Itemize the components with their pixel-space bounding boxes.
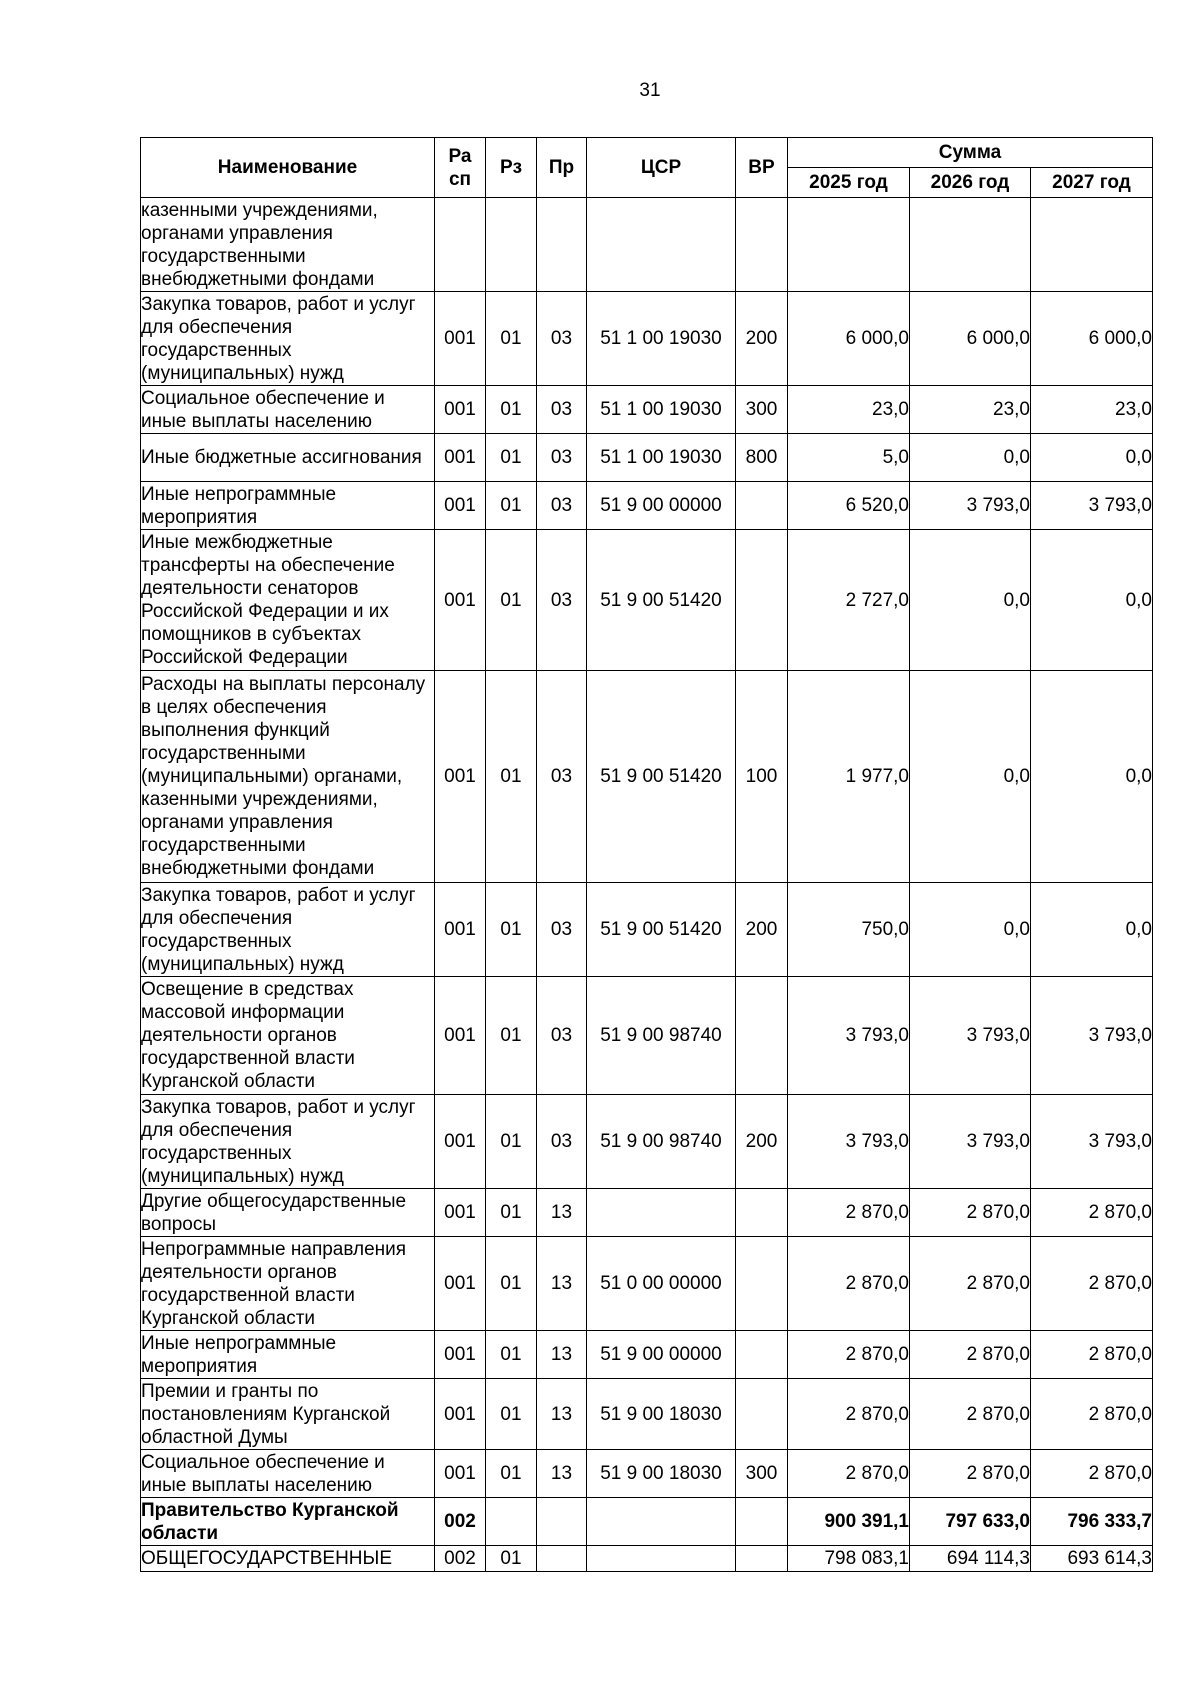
cell-2026: 0,0 [910,883,1031,977]
header-pr: Пр [537,138,587,198]
cell-name: Социальное обеспечение и иные выплаты населению [141,1450,435,1498]
cell-csr: 51 9 00 98740 [587,1095,736,1189]
cell-2027: 2 870,0 [1031,1450,1153,1498]
cell-pr: 13 [537,1450,587,1498]
cell-2027: 0,0 [1031,434,1153,482]
cell-vr [736,977,788,1095]
cell-rz: 01 [486,292,537,386]
cell-2026: 3 793,0 [910,977,1031,1095]
cell-vr: 300 [736,1450,788,1498]
cell-vr [736,1379,788,1450]
header-rasp: Ра сп [435,138,486,198]
cell-vr: 200 [736,883,788,977]
cell-name: Иные непрограммные мероприятия [141,1331,435,1379]
cell-csr: 51 9 00 98740 [587,977,736,1095]
cell-2026: 694 114,3 [910,1546,1031,1572]
cell-pr: 03 [537,386,587,434]
cell-2025: 2 870,0 [788,1331,910,1379]
cell-2027: 2 870,0 [1031,1237,1153,1331]
cell-2027: 3 793,0 [1031,482,1153,530]
cell-rz: 01 [486,1237,537,1331]
cell-2025: 750,0 [788,883,910,977]
cell-2026: 797 633,0 [910,1498,1031,1546]
header-year-2026: 2026 год [910,168,1031,198]
cell-rz: 01 [486,386,537,434]
table-row [141,1237,1153,1331]
cell-rz [486,198,537,292]
cell-csr [587,1189,736,1237]
cell-name: Иные бюджетные ассигнования [141,434,435,482]
cell-csr: 51 1 00 19030 [587,292,736,386]
cell-rasp: 001 [435,1189,486,1237]
cell-name: Непрограммные направления деятельности органов государственной власти Курганской области [141,1237,435,1331]
cell-rz: 01 [486,1095,537,1189]
cell-name: казенными учреждениями, органами управления государственными внебюджетными фондами [141,198,435,292]
table-row [141,883,1153,977]
cell-pr: 03 [537,292,587,386]
cell-name: ОБЩЕГОСУДАРСТВЕННЫЕ [141,1546,435,1572]
cell-2026: 0,0 [910,671,1031,883]
table-row [141,977,1153,1095]
cell-csr: 51 9 00 18030 [587,1450,736,1498]
cell-rz: 01 [486,530,537,671]
cell-rasp: 002 [435,1498,486,1546]
cell-2027: 23,0 [1031,386,1153,434]
cell-2027: 2 870,0 [1031,1379,1153,1450]
table-row [141,1189,1153,1237]
cell-pr: 13 [537,1189,587,1237]
cell-pr: 03 [537,482,587,530]
cell-2025: 2 727,0 [788,530,910,671]
cell-2025: 1 977,0 [788,671,910,883]
cell-rz: 01 [486,671,537,883]
cell-2025: 5,0 [788,434,910,482]
page-number: 31 [639,80,661,101]
cell-pr: 03 [537,530,587,671]
cell-2025: 23,0 [788,386,910,434]
cell-2025 [788,198,910,292]
cell-2027: 6 000,0 [1031,292,1153,386]
cell-vr [736,1189,788,1237]
cell-rasp: 001 [435,482,486,530]
cell-2027: 796 333,7 [1031,1498,1153,1546]
cell-vr [736,530,788,671]
cell-name: Иные непрограммные мероприятия [141,482,435,530]
cell-pr: 03 [537,1095,587,1189]
cell-rasp: 001 [435,292,486,386]
cell-rz: 01 [486,977,537,1095]
cell-name: Другие общегосударственные вопросы [141,1189,435,1237]
header-year-2025: 2025 год [788,168,910,198]
cell-rasp: 001 [435,386,486,434]
cell-2025: 3 793,0 [788,977,910,1095]
cell-name: Правительство Курганской области [141,1498,435,1546]
cell-2026: 6 000,0 [910,292,1031,386]
table-row [141,1450,1153,1498]
cell-vr [736,1546,788,1572]
table-row [141,386,1153,434]
cell-2026: 2 870,0 [910,1450,1031,1498]
table-row [141,1546,1153,1572]
table-row [141,292,1153,386]
cell-2027 [1031,198,1153,292]
cell-2026 [910,198,1031,292]
cell-pr: 03 [537,671,587,883]
cell-name: Расходы на выплаты персоналу в целях обеспечения выполнения функций государственными (муниципальными) органами, казенными учреждениями, органами управления государственными внебюджетными фондами [141,671,435,883]
cell-rasp: 001 [435,1095,486,1189]
cell-rasp [435,198,486,292]
cell-vr [736,198,788,292]
table-row [141,482,1153,530]
cell-pr: 03 [537,434,587,482]
cell-rz: 01 [486,883,537,977]
cell-rz: 01 [486,434,537,482]
cell-2025: 6 000,0 [788,292,910,386]
cell-2027: 0,0 [1031,671,1153,883]
cell-pr: 03 [537,977,587,1095]
cell-rz: 01 [486,482,537,530]
cell-2025: 798 083,1 [788,1546,910,1572]
header-sum: Сумма [788,138,1153,168]
cell-csr [587,1498,736,1546]
cell-vr: 800 [736,434,788,482]
table-row [141,1379,1153,1450]
cell-csr: 51 9 00 18030 [587,1379,736,1450]
cell-name: Освещение в средствах массовой информации деятельности органов государственной власти Курганской области [141,977,435,1095]
cell-rasp: 001 [435,530,486,671]
cell-2026: 2 870,0 [910,1331,1031,1379]
cell-rasp: 001 [435,1450,486,1498]
cell-csr [587,198,736,292]
table-row [141,1331,1153,1379]
cell-2025: 2 870,0 [788,1189,910,1237]
cell-pr: 13 [537,1237,587,1331]
cell-csr: 51 1 00 19030 [587,434,736,482]
cell-2026: 2 870,0 [910,1379,1031,1450]
cell-rasp: 001 [435,671,486,883]
cell-vr [736,1331,788,1379]
cell-vr: 300 [736,386,788,434]
cell-rz: 01 [486,1189,537,1237]
table-row [141,671,1153,883]
cell-name: Премии и гранты по постановлениям Курганской областной Думы [141,1379,435,1450]
cell-name: Иные межбюджетные трансферты на обеспечение деятельности сенаторов Российской Федерации и их помощников в субъектах Российской Федерации [141,530,435,671]
cell-2027: 2 870,0 [1031,1331,1153,1379]
cell-rz: 01 [486,1450,537,1498]
table-row [141,1498,1153,1546]
cell-vr [736,1498,788,1546]
header-year-2027: 2027 год [1031,168,1153,198]
cell-2026: 23,0 [910,386,1031,434]
cell-rasp: 001 [435,1379,486,1450]
cell-name: Закупка товаров, работ и услуг для обеспечения государственных (муниципальных) нужд [141,1095,435,1189]
cell-rz: 01 [486,1546,537,1572]
cell-2025: 6 520,0 [788,482,910,530]
header-name: Наименование [141,138,435,198]
cell-name: Закупка товаров, работ и услуг для обеспечения государственных (муниципальных) нужд [141,292,435,386]
cell-pr: 13 [537,1379,587,1450]
cell-csr: 51 9 00 51420 [587,530,736,671]
table-row [141,198,1153,292]
cell-2026: 2 870,0 [910,1189,1031,1237]
cell-2026: 2 870,0 [910,1237,1031,1331]
cell-2026: 0,0 [910,530,1031,671]
cell-pr [537,1546,587,1572]
table-row [141,1095,1153,1189]
cell-2025: 2 870,0 [788,1379,910,1450]
cell-2025: 2 870,0 [788,1450,910,1498]
budget-table [140,137,1153,1572]
cell-2025: 2 870,0 [788,1237,910,1331]
cell-2025: 3 793,0 [788,1095,910,1189]
cell-vr: 100 [736,671,788,883]
cell-pr: 13 [537,1331,587,1379]
cell-vr [736,1237,788,1331]
cell-rasp: 001 [435,1237,486,1331]
cell-name: Социальное обеспечение и иные выплаты населению [141,386,435,434]
cell-pr: 03 [537,883,587,977]
cell-2027: 693 614,3 [1031,1546,1153,1572]
cell-csr: 51 9 00 51420 [587,671,736,883]
cell-2026: 3 793,0 [910,1095,1031,1189]
cell-2027: 3 793,0 [1031,1095,1153,1189]
cell-rz: 01 [486,1331,537,1379]
header-vr: ВР [736,138,788,198]
cell-vr: 200 [736,1095,788,1189]
cell-2027: 0,0 [1031,530,1153,671]
cell-2026: 0,0 [910,434,1031,482]
cell-2027: 0,0 [1031,883,1153,977]
cell-2025: 900 391,1 [788,1498,910,1546]
cell-pr [537,1498,587,1546]
table-body [141,198,1153,1572]
cell-rasp: 001 [435,977,486,1095]
cell-rasp: 001 [435,1331,486,1379]
cell-csr: 51 9 00 00000 [587,1331,736,1379]
cell-csr: 51 1 00 19030 [587,386,736,434]
cell-rz: 01 [486,1379,537,1450]
cell-vr [736,482,788,530]
cell-csr: 51 9 00 51420 [587,883,736,977]
cell-vr: 200 [736,292,788,386]
cell-2027: 2 870,0 [1031,1189,1153,1237]
cell-rz [486,1498,537,1546]
cell-rasp: 002 [435,1546,486,1572]
cell-csr [587,1546,736,1572]
table-row [141,530,1153,671]
cell-rasp: 001 [435,883,486,977]
cell-2027: 3 793,0 [1031,977,1153,1095]
cell-csr: 51 9 00 00000 [587,482,736,530]
cell-name: Закупка товаров, работ и услуг для обеспечения государственных (муниципальных) нужд [141,883,435,977]
cell-pr [537,198,587,292]
table-row [141,434,1153,482]
cell-rasp: 001 [435,434,486,482]
header-rz: Рз [486,138,537,198]
cell-2026: 3 793,0 [910,482,1031,530]
header-csr: ЦСР [587,138,736,198]
cell-csr: 51 0 00 00000 [587,1237,736,1331]
